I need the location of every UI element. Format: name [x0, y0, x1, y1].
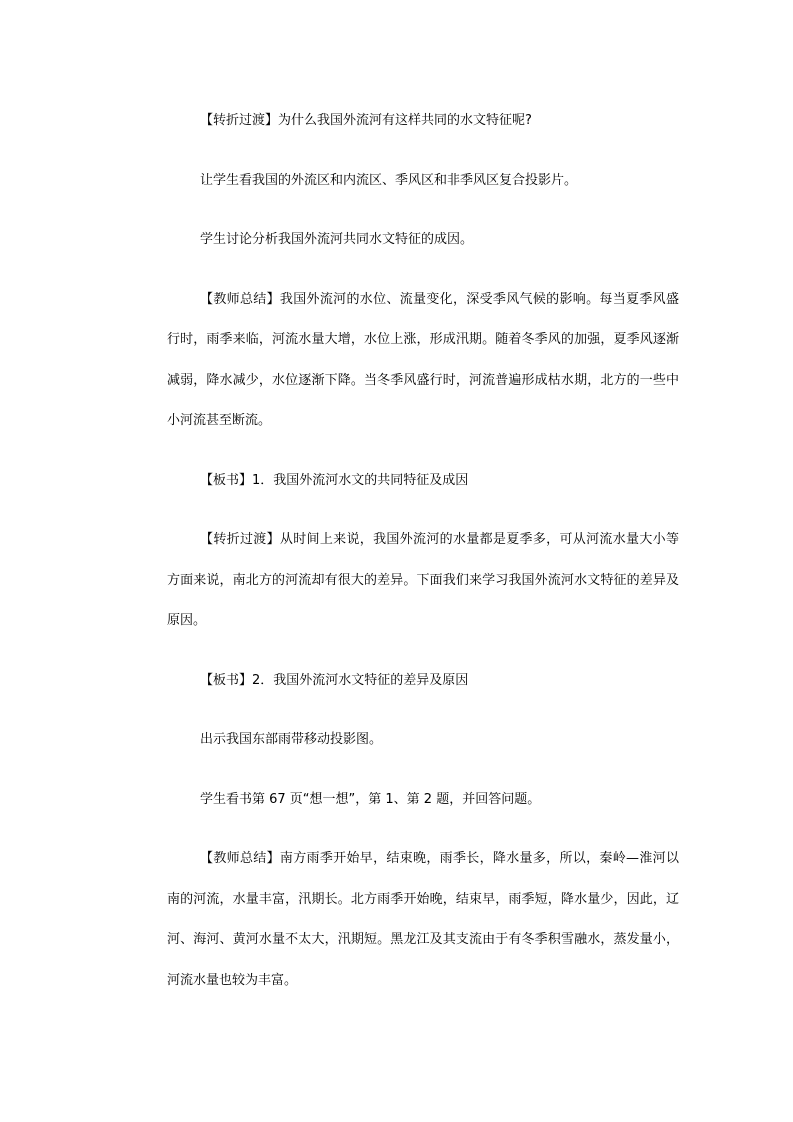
paragraph-board-note-2: 【板书】2．我国外流河水文特征的差异及原因 [200, 672, 469, 688]
paragraph-gap [167, 142, 679, 161]
paragraph-gap [167, 201, 679, 220]
paragraph-gap [167, 761, 679, 780]
paragraph-projection-activity: 让学生看我国的外流区和内流区、季风区和非季风区复合投影片。 [200, 172, 578, 188]
paragraph-student-discussion: 学生讨论分析我国外流河共同水文特征的成因。 [200, 232, 474, 247]
paragraph-gap [167, 701, 679, 720]
paragraph-board-note-1: 【板书】1．我国外流河水文的共同特征及成因 [200, 472, 469, 488]
paragraph-teacher-summary-1: 【教师总结】我国外流河的水位、流量变化，深受季风气候的影响。每当夏季风盛行时，雨季来临，河流水量大增，水位上涨，形成汛期。随着冬季风的加强，夏季风逐渐减弱，降水减少，水位逐渐下降。当冬季风盛行时，河流普遍形成枯水期，北方的一些中小河流甚至断流。 [167, 291, 679, 428]
paragraph-rain-belt-projection: 出示我国东部雨带移动投影图。 [200, 732, 383, 747]
paragraph-teacher-summary-2: 【教师总结】南方雨季开始早，结束晚，雨季长，降水量多，所以，秦岭—淮河以南的河流，水量丰富，汛期长。北方雨季开始晚，结束早，雨季短，降水量少，因此，辽河、海河、黄河水量不太大，汛期短。黑龙江及其支流由于有冬季积雪融水，蒸发量小，河流水量也较为丰富。 [167, 851, 679, 988]
paragraph-gap [167, 261, 679, 280]
paragraph-textbook-questions: 学生看书第 67 页“想一想”，第 1、第 2 题，并回答问题。 [200, 791, 541, 807]
paragraph-gap [167, 442, 679, 461]
paragraph-gap [167, 642, 679, 661]
paragraph-gap [167, 501, 679, 520]
document-body [167, 101, 679, 1001]
paragraph-transition-question: 【转折过渡】为什么我国外流河有这样共同的水文特征呢? [200, 113, 532, 128]
paragraph-gap [167, 820, 679, 839]
paragraph-transition-difference: 【转折过渡】从时间上来说，我国外流河的水量都是夏季多，可从河流水量大小等方面来说，南北方的河流却有很大的差异。下面我们来学习我国外流河水文特征的差异及原因。 [167, 532, 679, 628]
